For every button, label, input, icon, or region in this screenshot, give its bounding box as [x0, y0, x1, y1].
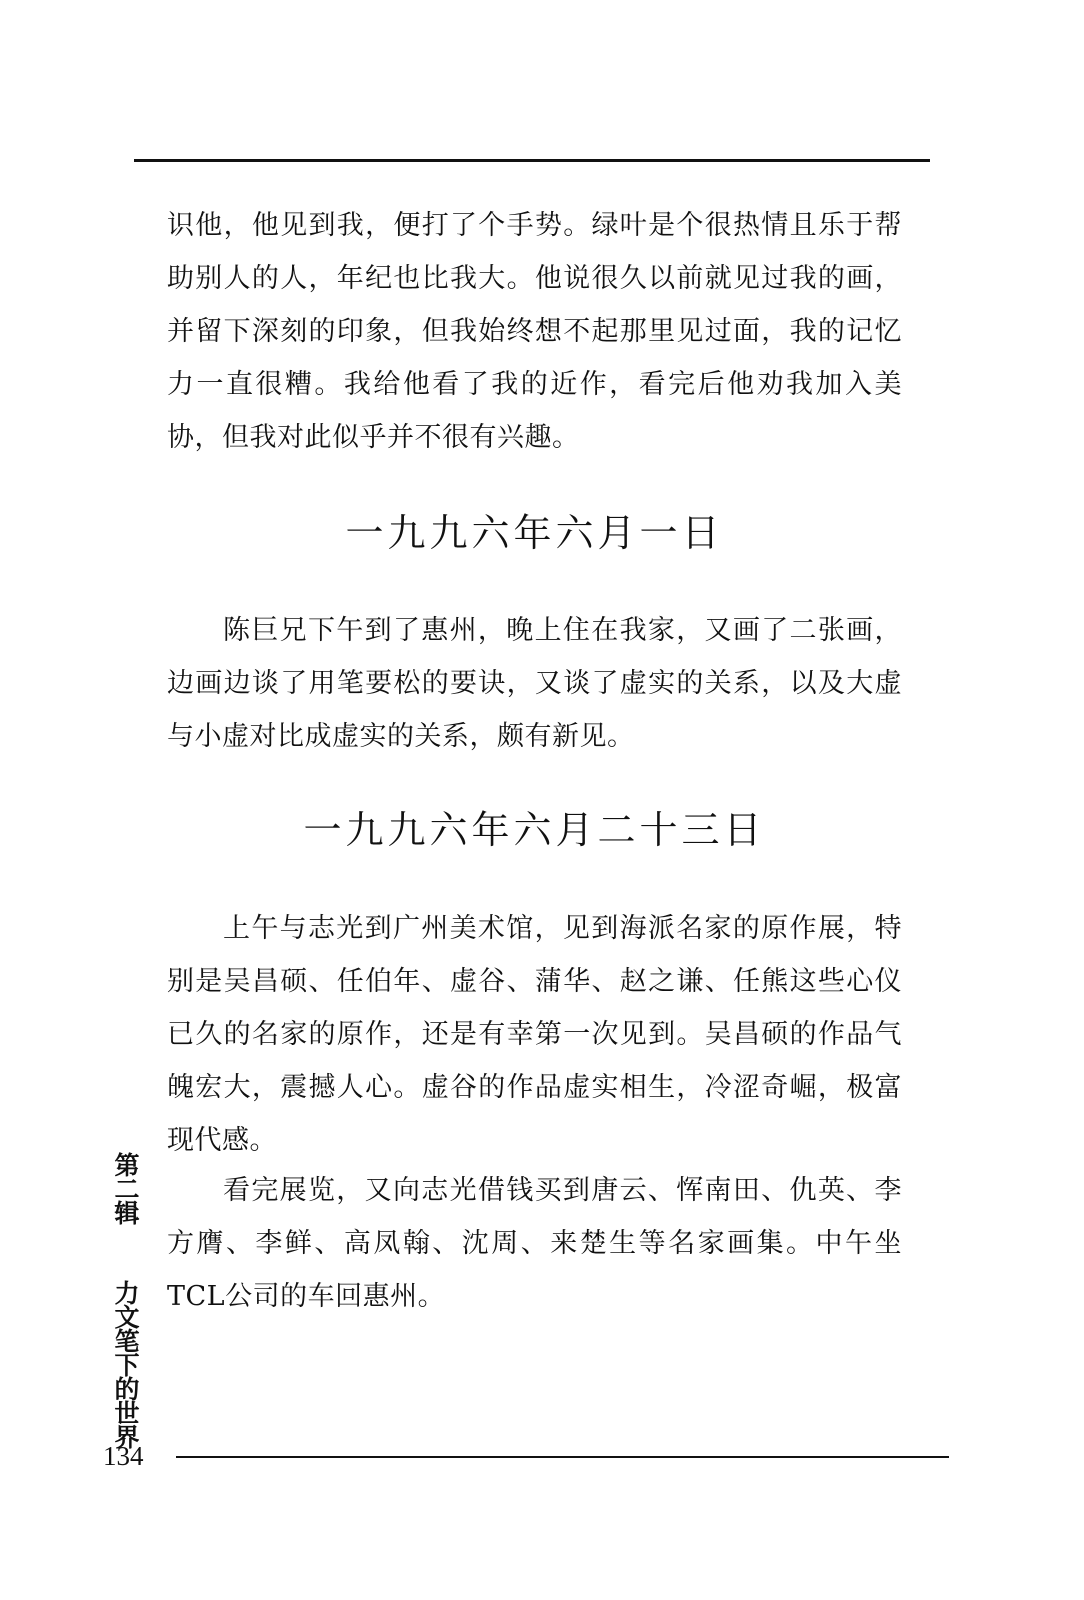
section-title-vertical: 第二辑 力文笔下的世界 [111, 1152, 140, 1448]
top-rule [134, 159, 930, 162]
page-number: 134 [103, 1441, 144, 1471]
paragraph-exhibition: 上午与志光到广州美术馆，见到海派名家的原作展，特别是吴昌硕、任伯年、虚谷、蒲华、赵之谦、任熊这些心仪已久的名家的原作，还是有幸第一次见到。吴昌硕的作品气魄宏大，震撼人心。虚谷的作品虚实相生，冷涩奇崛，极富现代感。 [167, 913, 902, 1156]
paragraph-june-1: 陈巨兄下午到了惠州，晚上住在我家，又画了二张画，边画边谈了用笔要松的要诀，又谈了虚实的关系，以及大虚与小虚对比成虚实的关系，颇有新见。 [167, 615, 902, 752]
paragraph-albums: 看完展览，又向志光借钱买到唐云、恽南田、仇英、李方膺、李鲜、高凤翰、沈周、来楚生等名家画集。中午坐TCL公司的车回惠州。 [167, 1175, 902, 1312]
bottom-rule [176, 1456, 949, 1458]
date-heading-june-1: 一九九六年六月一日 [345, 511, 724, 555]
date-heading-june-23: 一九九六年六月二十三日 [303, 808, 766, 852]
paragraph-continued: 识他，他见到我，便打了个手势。绿叶是个很热情且乐于帮助别人的人，年纪也比我大。他说很久以前就见过我的画，并留下深刻的印象，但我始终想不起那里见过面，我的记忆力一直很糟。我给他看了我的近作，看完后他劝我加入美协，但我对此似乎并不很有兴趣。 [167, 210, 902, 453]
